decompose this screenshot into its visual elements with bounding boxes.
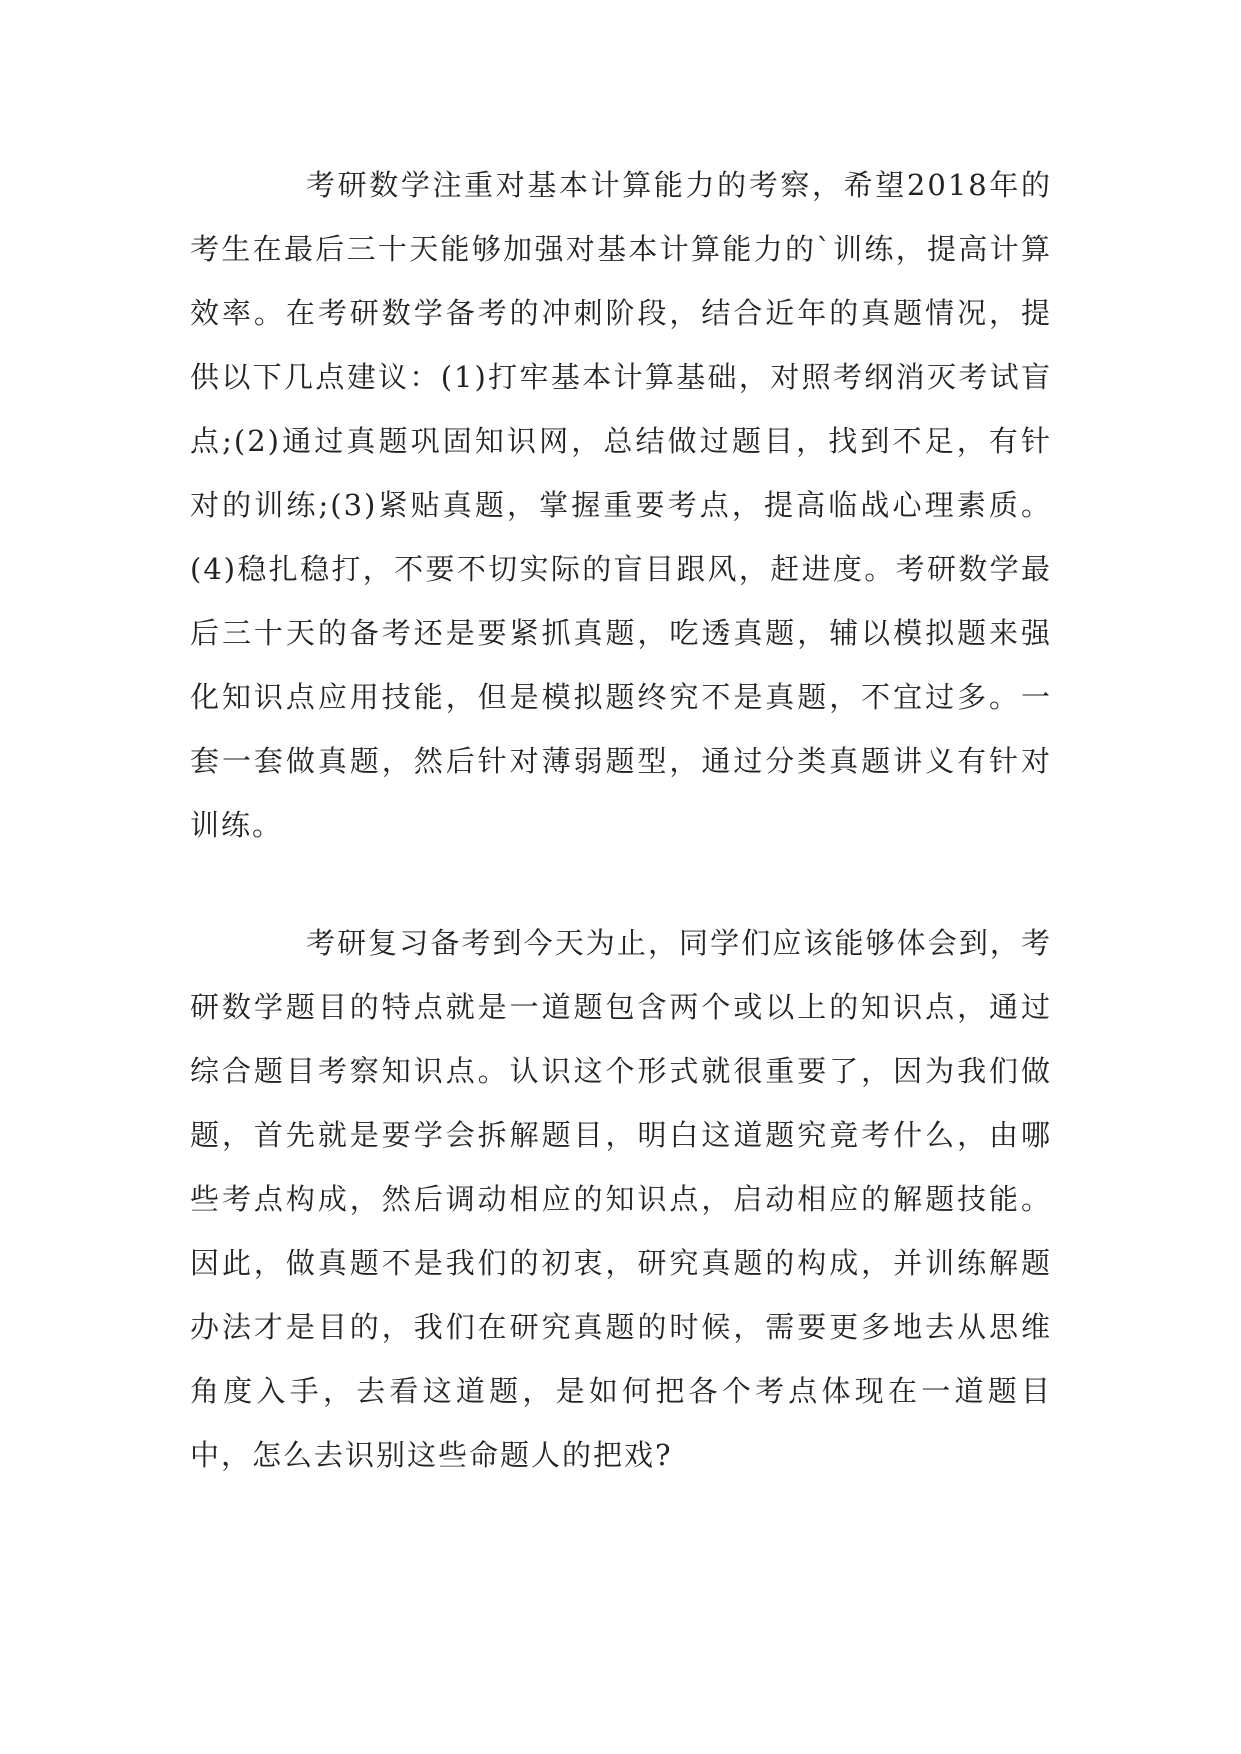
body-paragraph-2: 考研复习备考到今天为止，同学们应该能够体会到，考研数学题目的特点就是一道题包含两个或以上的知识点，通过综合题目考察知识点。认识这个形式就很重要了，因为我们做题，首先就是要学会拆解题目，明白这道题究竟考什么，由哪些考点构成，然后调动相应的知识点，启动相应的解题技能。因此，做真题不是我们的初衷，研究真题的构成，并训练解题办法才是目的，我们在研究真题的时候，需要更多地去从思维角度入手，去看这道题，是如何把各个考点体现在一道题目中，怎么去识别这些命题人的把戏? [190, 926, 1052, 1472]
body-paragraph-1: 考研数学注重对基本计算能力的考察，希望2018年的考生在最后三十天能够加强对基本计算能力的`训练，提高计算效率。在考研数学备考的冲刺阶段，结合近年的真题情况，提供以下几点建议：(1)打牢基本计算基础，对照考纲消灭考试盲点;(2)通过真题巩固知识网，总结做过题目，找到不足，有针对的训练;(3)紧贴真题，掌握重要考点，提高临战心理素质。(4)稳扎稳打，不要不切实际的盲目跟风，赶进度。考研数学最后三十天的备考还是要紧抓真题，吃透真题，辅以模拟题来强化知识点应用技能，但是模拟题终究不是真题，不宜过多。一套一套做真题，然后针对薄弱题型，通过分类真题讲义有针对训练。 [190, 168, 1052, 842]
